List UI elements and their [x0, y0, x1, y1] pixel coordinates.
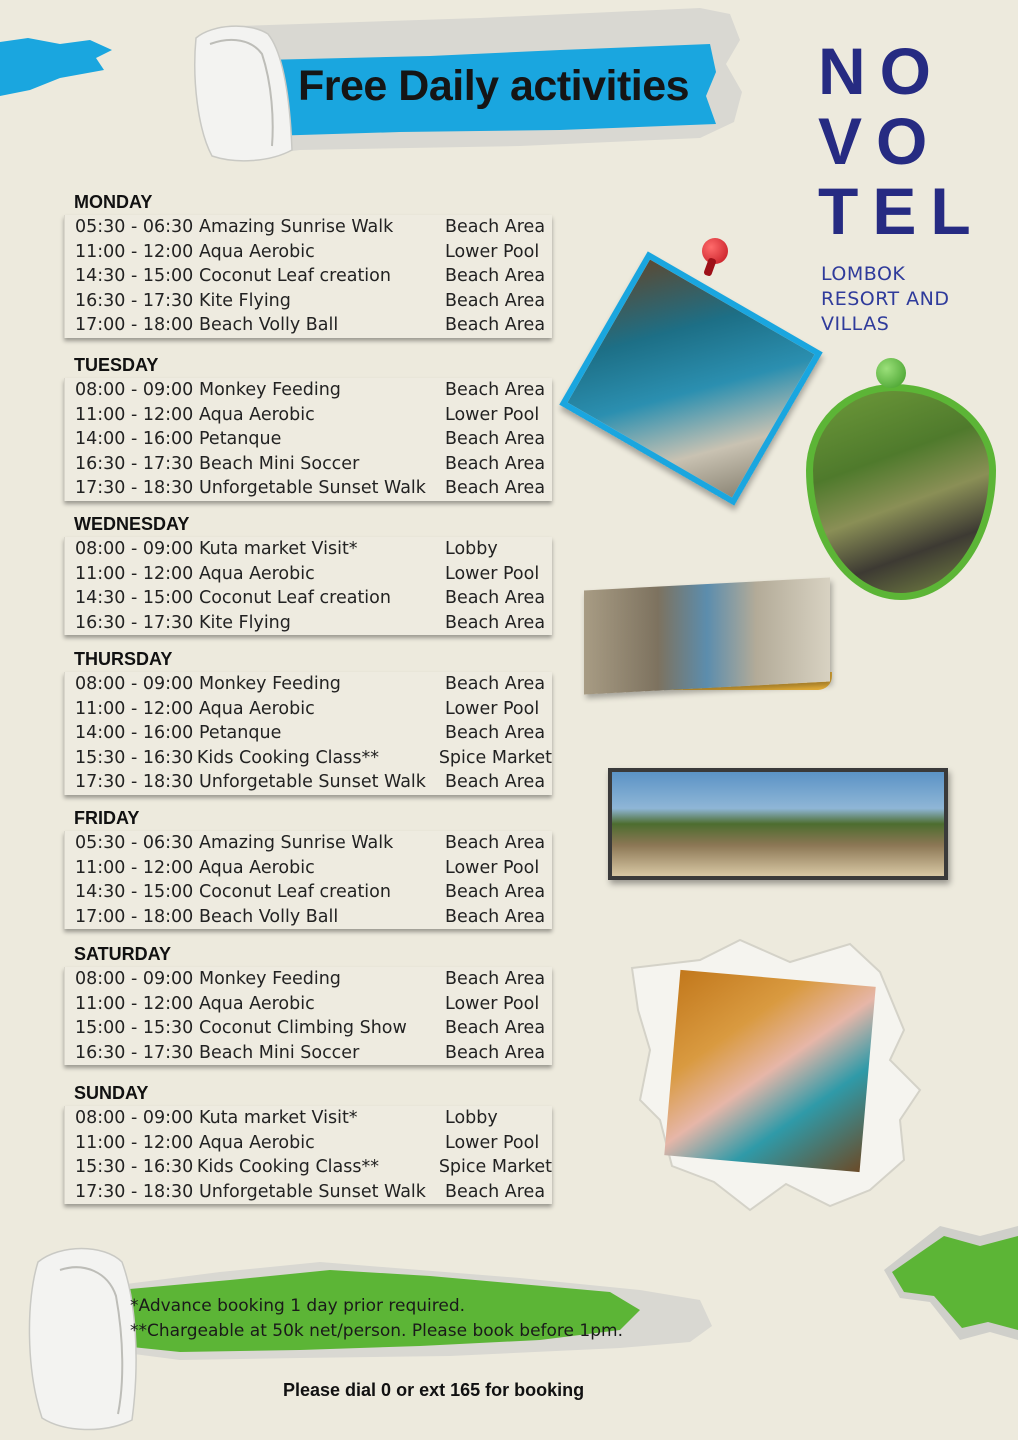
- activity-time: 15:30 - 16:30: [75, 747, 194, 768]
- activity-row: [65, 770, 552, 795]
- activity-rows: [64, 672, 552, 795]
- activity-row: [65, 967, 552, 992]
- activity-time: 08:00 - 09:00: [75, 674, 194, 694]
- activity-time: 11:00 - 12:00: [75, 563, 194, 584]
- activity-time: 08:00 - 09:00: [75, 380, 194, 400]
- booking-instruction: Please dial 0 or ext 165 for booking: [283, 1380, 585, 1400]
- activity-row: [65, 476, 552, 501]
- activity-name: Coconut Climbing Show: [199, 1018, 407, 1039]
- activity-location: Beach Area: [445, 674, 546, 694]
- activity-row: [65, 1155, 552, 1180]
- activity-row: [65, 403, 552, 428]
- activity-location: Beach Area: [445, 1181, 546, 1202]
- activity-time: 11:00 - 12:00: [75, 698, 194, 719]
- activity-name: Aqua Aerobic: [199, 698, 315, 719]
- activity-location: Spice Market: [438, 747, 552, 768]
- activity-location: Beach Area: [445, 969, 546, 989]
- activity-time: 17:00 - 18:00: [75, 906, 194, 927]
- logo-line-3: TEL: [818, 174, 985, 248]
- activity-name: Aqua Aerobic: [199, 857, 315, 878]
- activity-location: Beach Area: [445, 906, 546, 927]
- activity-location: Beach Area: [445, 429, 546, 450]
- activity-row: [65, 1106, 552, 1131]
- activity-location: Beach Area: [445, 266, 546, 287]
- activity-row: [65, 452, 552, 477]
- activity-name: Unforgetable Sunset Walk: [199, 478, 426, 499]
- activity-row: [65, 313, 552, 338]
- resort-subtitle: [818, 262, 998, 337]
- activity-row: [65, 562, 552, 587]
- activity-name: Kuta market Visit*: [199, 1108, 358, 1128]
- activity-name: Beach Mini Soccer: [199, 1042, 360, 1063]
- activity-row: [65, 586, 552, 611]
- activity-time: 08:00 - 09:00: [75, 969, 194, 989]
- activity-time: 15:00 - 15:30: [75, 1018, 194, 1039]
- activity-row: [65, 880, 552, 905]
- day-block: [64, 942, 552, 1065]
- activity-time: 15:30 - 16:30: [75, 1157, 194, 1178]
- activity-location: Lobby: [445, 1108, 498, 1128]
- activity-location: Beach Area: [445, 380, 546, 400]
- activity-time: 11:00 - 12:00: [75, 404, 194, 425]
- activity-name: Amazing Sunrise Walk: [199, 833, 394, 853]
- activity-location: Lower Pool: [445, 404, 540, 425]
- green-pin-icon: [876, 358, 906, 388]
- activity-time: 14:00 - 16:00: [75, 723, 194, 744]
- activity-location: Beach Area: [445, 453, 546, 474]
- activity-time: 11:00 - 12:00: [75, 241, 194, 262]
- activity-name: Unforgetable Sunset Walk: [199, 1181, 426, 1202]
- activity-time: 08:00 - 09:00: [75, 539, 194, 559]
- day-heading: FRIDAY: [74, 808, 140, 828]
- day-block: [64, 1081, 552, 1204]
- activity-name: Monkey Feeding: [199, 969, 341, 989]
- activity-rows: [64, 378, 552, 501]
- activity-row: [65, 831, 552, 856]
- activity-row: [65, 427, 552, 452]
- activity-time: 17:30 - 18:30: [75, 1181, 194, 1202]
- activity-name: Aqua Aerobic: [199, 993, 315, 1014]
- activity-location: Beach Area: [445, 217, 546, 237]
- day-block: [64, 647, 552, 795]
- activity-location: Beach Area: [445, 478, 546, 499]
- activity-time: 17:00 - 18:00: [75, 315, 194, 336]
- day-block: [64, 190, 552, 338]
- activity-name: Kuta market Visit*: [199, 539, 358, 559]
- activity-row: [65, 992, 552, 1017]
- activity-time: 16:30 - 17:30: [75, 612, 194, 633]
- activity-row: [65, 215, 552, 240]
- activity-time: 14:00 - 16:00: [75, 429, 194, 450]
- day-block: [64, 806, 552, 929]
- activity-row: [65, 264, 552, 289]
- activity-location: Spice Market: [438, 1157, 552, 1178]
- activity-location: Beach Area: [445, 833, 546, 853]
- activity-name: Aqua Aerobic: [199, 1132, 315, 1153]
- activity-rows: [64, 967, 552, 1065]
- activity-name: Unforgetable Sunset Walk: [199, 772, 426, 793]
- footnote-advance-booking: *Advance booking 1 day prior required.: [130, 1296, 466, 1316]
- blue-torn-patch-left: [0, 38, 112, 96]
- subtitle-line-1: LOMBOK: [821, 263, 906, 285]
- activity-name: Coconut Leaf creation: [199, 266, 391, 287]
- activity-location: Beach Area: [445, 1018, 546, 1039]
- activity-row: [65, 378, 552, 403]
- day-block: [64, 512, 552, 635]
- activity-name: Petanque: [199, 429, 282, 450]
- activity-location: Lower Pool: [445, 1132, 540, 1153]
- activity-name: Beach Volly Ball: [199, 906, 339, 927]
- activity-row: [65, 856, 552, 881]
- activity-time: 05:30 - 06:30: [75, 217, 194, 237]
- day-heading: WEDNESDAY: [74, 514, 190, 534]
- activity-location: Beach Area: [445, 588, 546, 609]
- activity-location: Beach Area: [445, 723, 546, 744]
- activity-time: 16:30 - 17:30: [75, 290, 194, 311]
- activity-time: 11:00 - 12:00: [75, 993, 194, 1014]
- activity-location: Lower Pool: [445, 563, 540, 584]
- activity-row: [65, 1041, 552, 1066]
- activity-time: 14:30 - 15:00: [75, 882, 194, 903]
- logo-line-2: VO: [818, 104, 942, 178]
- activity-rows: [64, 215, 552, 338]
- activity-location: Lower Pool: [445, 857, 540, 878]
- activity-location: Lobby: [445, 539, 498, 559]
- activity-time: 05:30 - 06:30: [75, 833, 194, 853]
- day-heading: SUNDAY: [74, 1083, 149, 1103]
- activity-row: [65, 611, 552, 636]
- beach-volleyball-photo: [608, 768, 948, 880]
- day-heading: THURSDAY: [74, 649, 173, 669]
- activity-name: Coconut Leaf creation: [199, 882, 391, 903]
- activity-name: Aqua Aerobic: [199, 241, 315, 262]
- activity-row: [65, 537, 552, 562]
- footnote-chargeable: **Chargeable at 50k net/person. Please book before 1pm.: [130, 1321, 623, 1341]
- activity-time: 14:30 - 15:00: [75, 588, 194, 609]
- activity-location: Beach Area: [445, 772, 546, 793]
- activity-location: Beach Area: [445, 612, 546, 633]
- subtitle-line-2: RESORT AND: [821, 288, 950, 310]
- activity-location: Lower Pool: [445, 993, 540, 1014]
- activity-time: 17:30 - 18:30: [75, 772, 194, 793]
- activity-row: [65, 289, 552, 314]
- novotel-logo: [818, 36, 998, 337]
- activity-rows: [64, 537, 552, 635]
- activity-row: [65, 697, 552, 722]
- activity-rows: [64, 1106, 552, 1204]
- activity-name: Beach Mini Soccer: [199, 453, 360, 474]
- activity-name: Amazing Sunrise Walk: [199, 217, 394, 237]
- activity-location: Beach Area: [445, 315, 546, 336]
- activity-row: [65, 746, 552, 771]
- page-title: Free Daily activities: [298, 62, 690, 110]
- activity-name: Kids Cooking Class**: [196, 747, 379, 768]
- activity-name: Aqua Aerobic: [199, 563, 315, 584]
- activity-location: Beach Area: [445, 882, 546, 903]
- day-heading: TUESDAY: [74, 355, 159, 375]
- day-block: [64, 353, 552, 501]
- activity-row: [65, 1131, 552, 1156]
- activity-time: 11:00 - 12:00: [75, 1132, 194, 1153]
- activity-name: Aqua Aerobic: [199, 404, 315, 425]
- activity-time: 14:30 - 15:00: [75, 266, 194, 287]
- activity-row: [65, 905, 552, 930]
- activity-time: 16:30 - 17:30: [75, 1042, 194, 1063]
- activity-row: [65, 1016, 552, 1041]
- kite-making-photo: [584, 578, 830, 695]
- activity-name: Kite Flying: [199, 612, 291, 633]
- activity-location: Lower Pool: [445, 698, 540, 719]
- activity-row: [65, 721, 552, 746]
- activity-row: [65, 1180, 552, 1205]
- activity-time: 11:00 - 12:00: [75, 857, 194, 878]
- activity-location: Lower Pool: [445, 241, 540, 262]
- activity-name: Kite Flying: [199, 290, 291, 311]
- activity-name: Coconut Leaf creation: [199, 588, 391, 609]
- day-heading: MONDAY: [74, 192, 153, 212]
- activity-row: [65, 672, 552, 697]
- subtitle-line-3: VILLAS: [821, 313, 890, 335]
- activity-name: Monkey Feeding: [199, 674, 341, 694]
- activity-time: 16:30 - 17:30: [75, 453, 194, 474]
- activity-name: Petanque: [199, 723, 282, 744]
- kids-cooking-photo: [664, 970, 875, 1172]
- activity-name: Kids Cooking Class**: [196, 1157, 379, 1178]
- activity-row: [65, 240, 552, 265]
- activity-name: Monkey Feeding: [199, 380, 341, 400]
- activity-rows: [64, 831, 552, 929]
- activity-time: 17:30 - 18:30: [75, 478, 194, 499]
- activity-location: Beach Area: [445, 290, 546, 311]
- activity-time: 08:00 - 09:00: [75, 1108, 194, 1128]
- activity-location: Beach Area: [445, 1042, 546, 1063]
- activity-name: Beach Volly Ball: [199, 315, 339, 336]
- day-heading: SATURDAY: [74, 944, 172, 964]
- logo-line-1: NO: [818, 34, 945, 108]
